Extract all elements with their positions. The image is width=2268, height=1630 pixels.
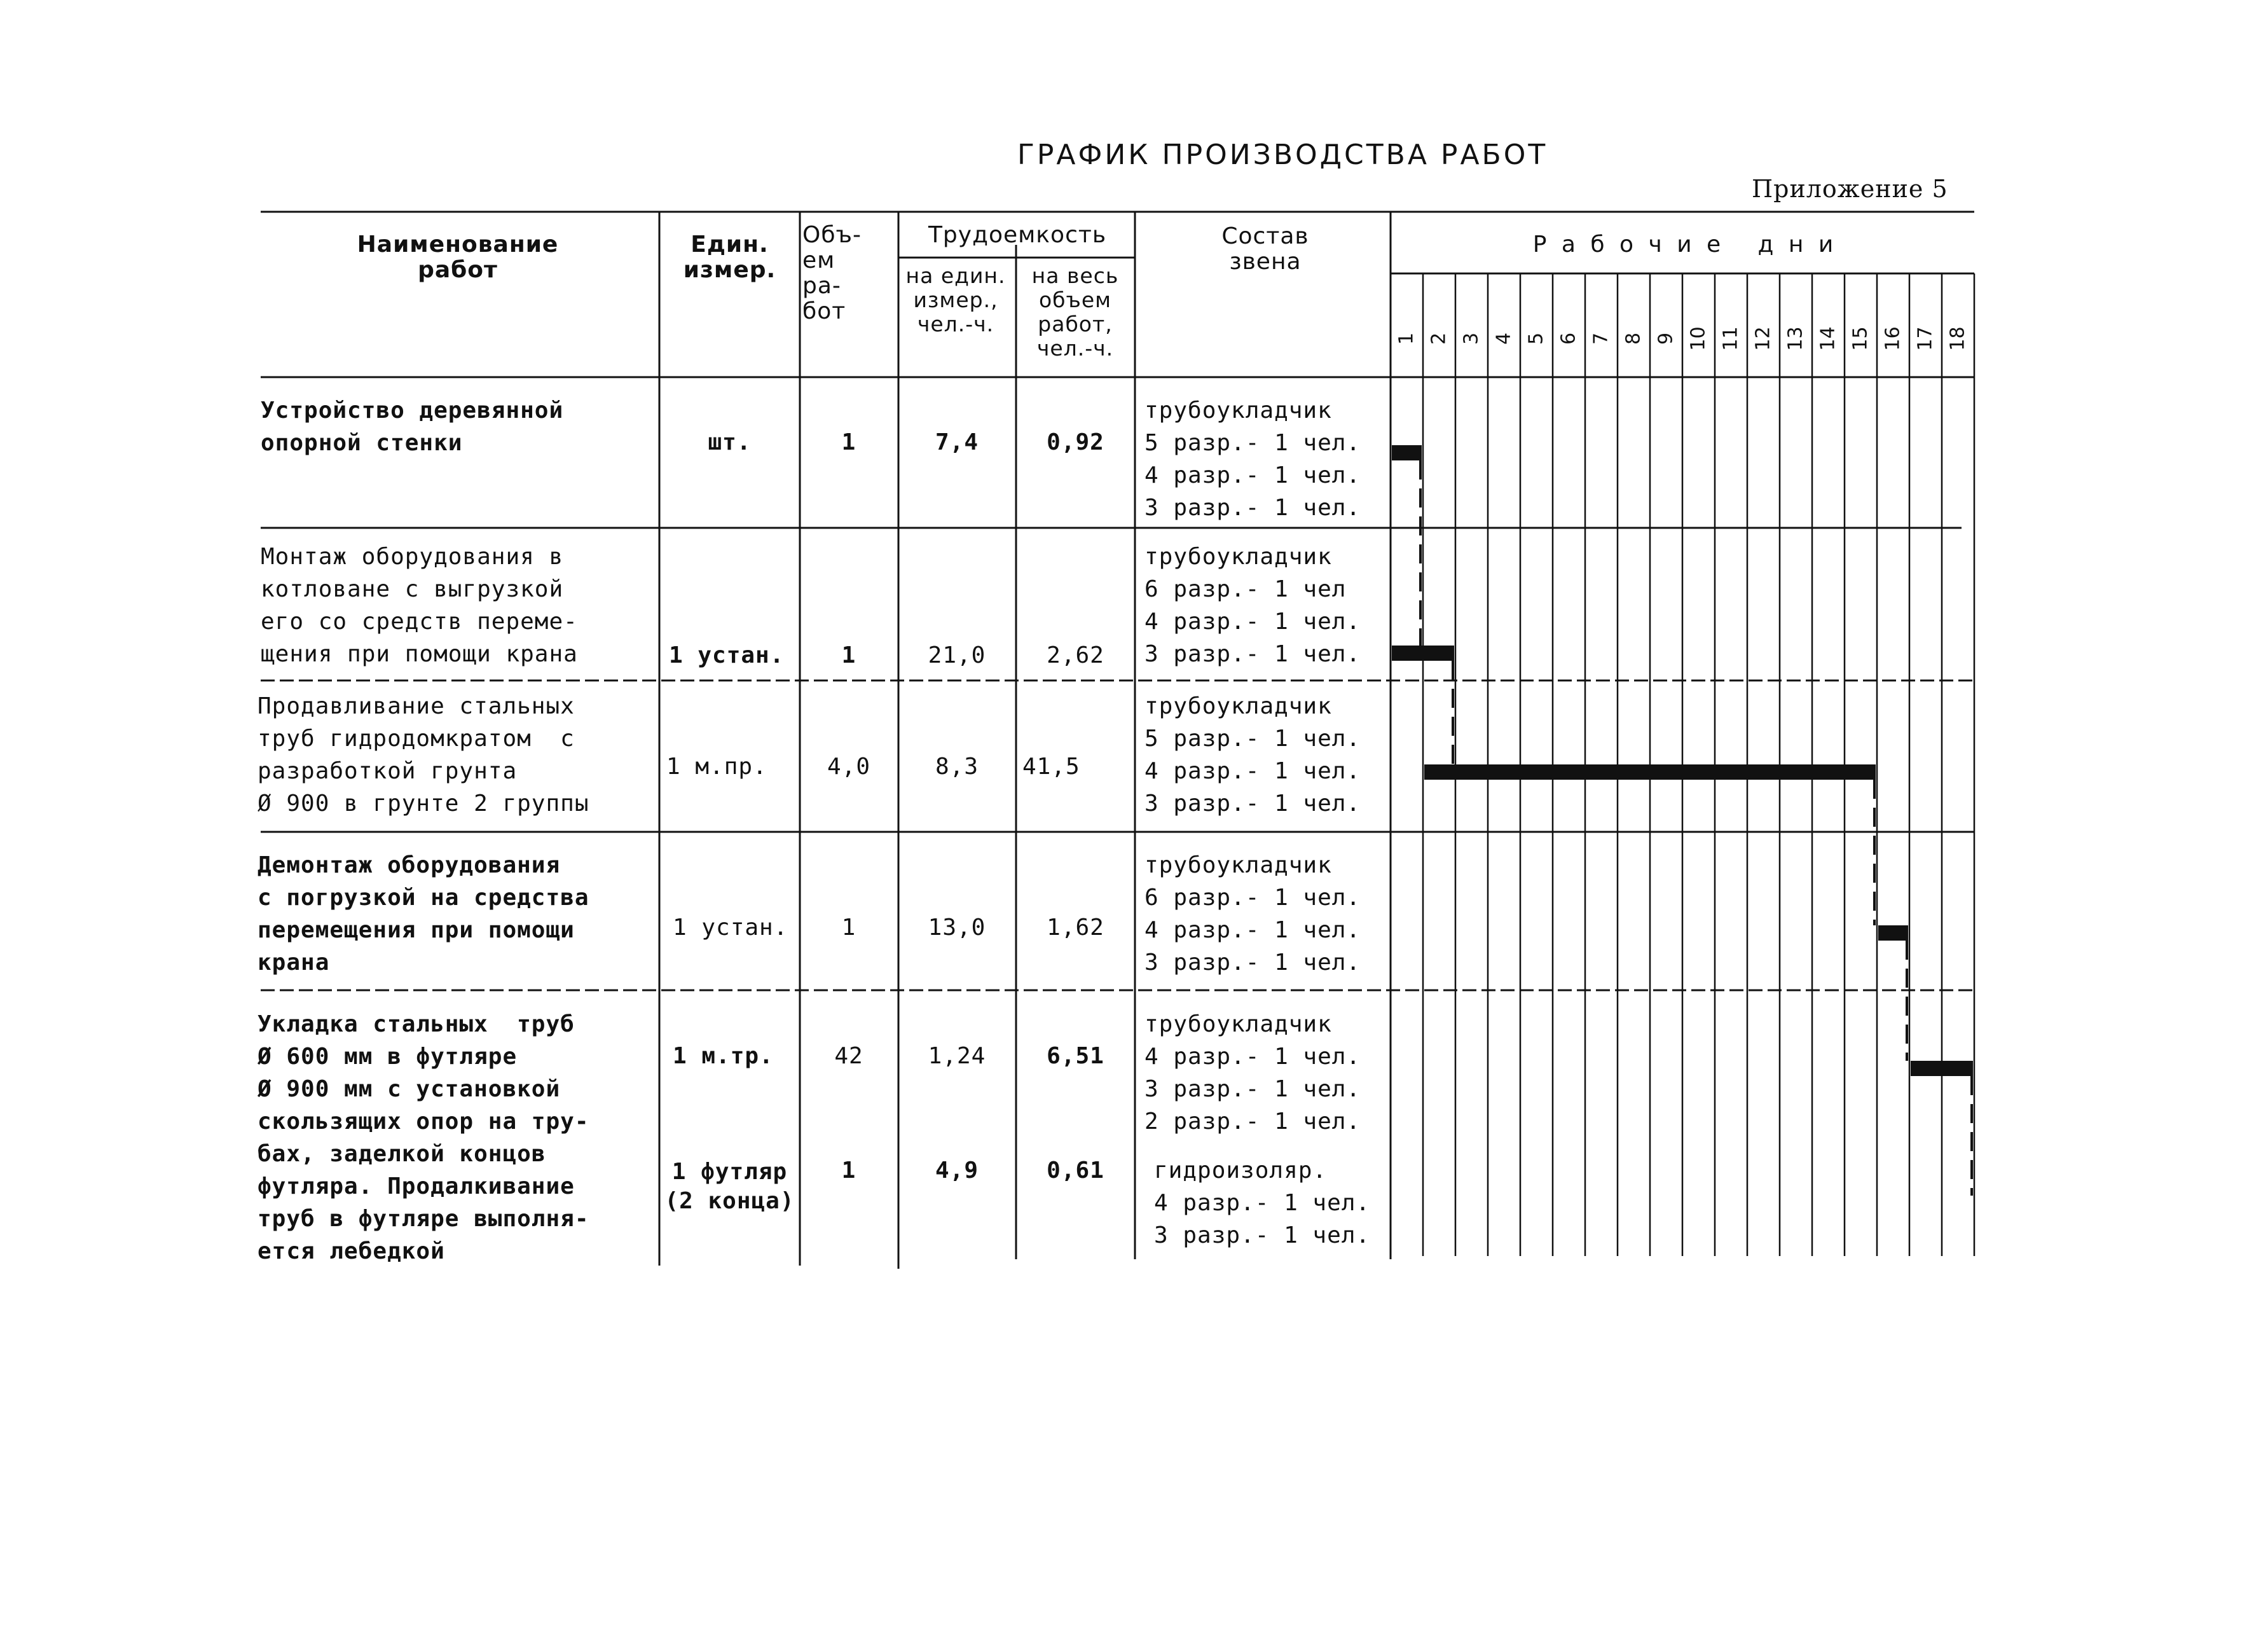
appendix-label: Приложение 5 bbox=[1752, 175, 1948, 203]
day-number: 8 bbox=[1622, 332, 1645, 345]
day-number: 13 bbox=[1784, 326, 1807, 351]
row-1-name: Устройство деревянной опорной стенки bbox=[261, 397, 564, 456]
header-unit: Един. измер. bbox=[683, 231, 776, 283]
header-labor-total: на весь объем работ, чел.-ч. bbox=[1031, 263, 1119, 361]
row-4-total: 1,62 bbox=[1047, 915, 1104, 941]
day-number: 10 bbox=[1687, 326, 1710, 351]
row-5-crew-2: гидроизоляр. 4 разр.- 1 чел. 3 разр.- 1 чел. bbox=[1154, 1157, 1371, 1248]
day-number: 18 bbox=[1946, 326, 1969, 351]
day-number: 7 bbox=[1590, 332, 1612, 345]
row-5-total-2: 0,61 bbox=[1047, 1157, 1104, 1184]
row-5-crew: трубоукладчик 4 разр.- 1 чел. 3 разр.- 1 чел. 2 разр.- 1 чел. bbox=[1144, 1011, 1361, 1135]
page-title: ГРАФИК ПРОИЗВОДСТВА РАБОТ bbox=[1017, 139, 1548, 171]
day-number: 9 bbox=[1654, 332, 1677, 345]
row-4-per-unit: 13,0 bbox=[928, 915, 986, 941]
row-5-per-unit: 1,24 bbox=[928, 1043, 986, 1069]
row-3-per-unit: 8,3 bbox=[935, 754, 979, 780]
row-1-crew: трубоукладчик 5 разр.- 1 чел. 4 разр.- 1 чел. 3 разр.- 1 чел. bbox=[1144, 397, 1361, 521]
header-name: Наименование работ bbox=[357, 231, 559, 283]
row-2-volume: 1 bbox=[841, 642, 856, 668]
row-1-per-unit: 7,4 bbox=[935, 429, 979, 455]
day-number: 3 bbox=[1460, 332, 1483, 345]
row-4-crew: трубоукладчик 6 разр.- 1 чел. 4 разр.- 1 чел. 3 разр.- 1 чел. bbox=[1144, 852, 1361, 976]
row-2-total: 2,62 bbox=[1047, 642, 1104, 668]
row-5-unit-2: 1 футляр (2 конца) bbox=[664, 1159, 795, 1214]
gantt-bar bbox=[1878, 925, 1908, 941]
row-3-total: 41,5 bbox=[1022, 754, 1080, 780]
gantt-bar bbox=[1392, 445, 1422, 460]
row-5-name: Укладка стальных труб Ø 600 мм в футляре Ø 900 мм с установкой скользящих опор на тру- бах, заделкой концов футляра. Продалкивание труб в футляре выполня- ется лебедкой bbox=[258, 1011, 589, 1264]
day-number: 12 bbox=[1752, 326, 1775, 351]
row-5-volume-2: 1 bbox=[841, 1157, 856, 1184]
row-2-per-unit: 21,0 bbox=[928, 642, 986, 668]
gantt-bar bbox=[1911, 1061, 1973, 1076]
day-number: 5 bbox=[1525, 332, 1548, 345]
row-3-unit: 1 м.пр. bbox=[666, 754, 767, 780]
day-number: 6 bbox=[1557, 332, 1580, 345]
row-5-unit: 1 м.тр. bbox=[673, 1043, 774, 1069]
header-labor-per-unit: на един. измер., чел.-ч. bbox=[905, 263, 1006, 336]
row-5-volume: 42 bbox=[834, 1043, 863, 1069]
header-crew: Состав звена bbox=[1221, 223, 1309, 275]
row-3-name: Продавливание стальных труб гидродомкратом с разработкой грунта Ø 900 в грунте 2 группы bbox=[258, 693, 589, 817]
day-number: 16 bbox=[1881, 326, 1904, 351]
day-number: 14 bbox=[1817, 326, 1839, 351]
day-number: 4 bbox=[1492, 332, 1515, 345]
row-2-name: Монтаж оборудования в котловане с выгрузкой его со средств переме- щения при помощи крана bbox=[261, 544, 578, 667]
row-5-per-unit-2: 4,9 bbox=[935, 1157, 979, 1184]
gantt-bar bbox=[1392, 646, 1454, 661]
day-number: 11 bbox=[1719, 326, 1742, 351]
day-number: 2 bbox=[1427, 332, 1450, 345]
row-2-unit: 1 устан. bbox=[669, 642, 785, 668]
row-1-total: 0,92 bbox=[1047, 429, 1104, 455]
gantt-bar bbox=[1424, 764, 1876, 780]
row-4-unit: 1 устан. bbox=[673, 915, 788, 941]
row-1-unit: шт. bbox=[708, 429, 752, 455]
row-4-name: Демонтаж оборудования с погрузкой на средства перемещения при помощи крана bbox=[258, 852, 589, 976]
row-4-volume: 1 bbox=[841, 915, 856, 941]
row-3-crew: трубоукладчик 5 разр.- 1 чел. 4 разр.- 1 чел. 3 разр.- 1 чел. bbox=[1144, 693, 1361, 817]
header-volume: Объ- ем ра- бот bbox=[802, 222, 862, 324]
header-working-days: Р а б о ч и е д н и bbox=[1532, 231, 1838, 258]
day-number: 15 bbox=[1849, 326, 1872, 351]
header-labor: Трудоемкость bbox=[928, 222, 1107, 248]
row-1-volume: 1 bbox=[841, 429, 856, 455]
row-3-volume: 4,0 bbox=[827, 754, 871, 780]
day-number: 17 bbox=[1914, 326, 1937, 351]
row-5-total: 6,51 bbox=[1047, 1043, 1104, 1069]
row-2-crew: трубоукладчик 6 разр.- 1 чел 4 разр.- 1 чел. 3 разр.- 1 чел. bbox=[1144, 544, 1361, 667]
day-number: 1 bbox=[1395, 332, 1418, 345]
